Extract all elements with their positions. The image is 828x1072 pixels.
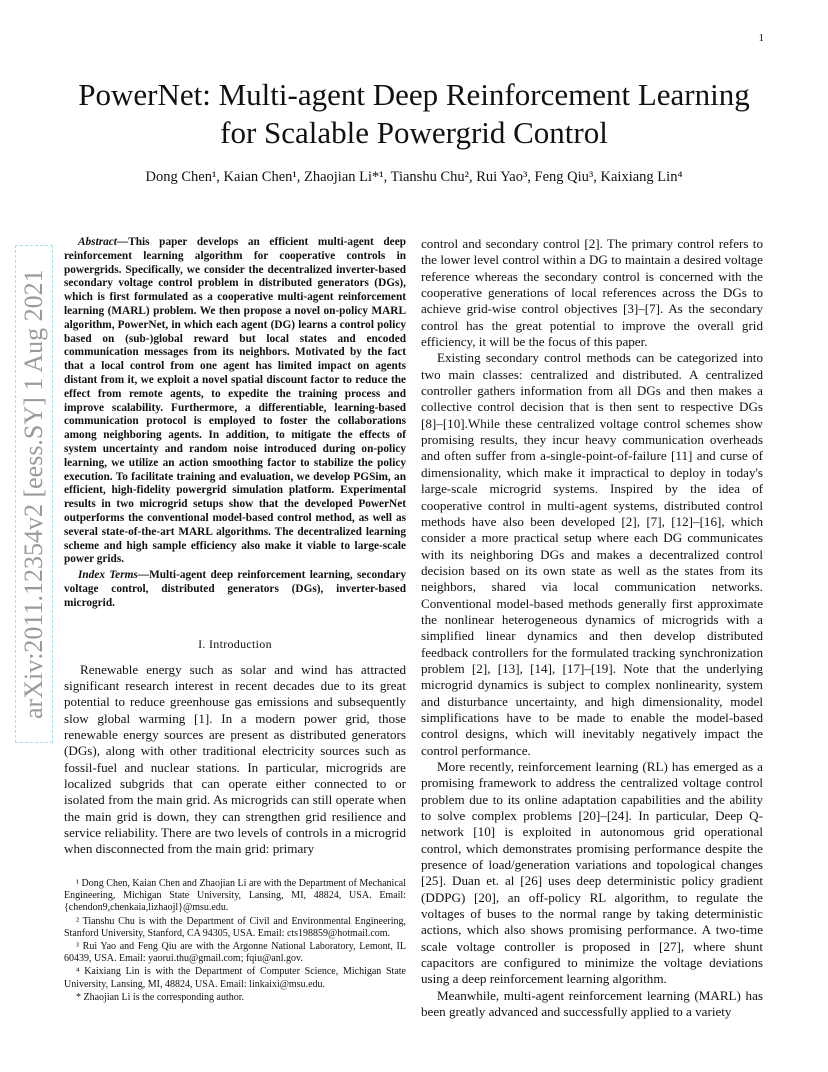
right-column xyxy=(421,236,763,1021)
paper-title: PowerNet: Multi-agent Deep Reinforcement Learning for Scalable Powergrid Control xyxy=(78,77,750,150)
page-number: 1 xyxy=(758,32,764,44)
author-list: Dong Chen¹, Kaian Chen¹, Zhaojian Li*¹, Tianshu Chu², Rui Yao³, Feng Qiu³, Kaixiang Lin⁴ xyxy=(145,169,683,185)
intro-paragraph: Renewable energy such as solar and wind has attracted significant research interest in recent decades due to its great potential to reduce greenhouse gas emissions and subsequently slow global warming [1]. In a modern power grid, those renewable energy sources are present as distributed generators (DGs), along with other traditional electricity sources such as fossil-fuel and nuclear stations. In particular, microgrids are localized subgrids that can operate either connected to or isolated from the main grid. As microgrids can still operate when the main grid is down, they can strengthen grid resilience and service reliability. There are two levels of controls in a microgrid when disconnected from the main grid: primary xyxy=(64,661,406,857)
arxiv-stamp[interactable]: arXiv:2011.12354v2 [eess.SY] 1 Aug 2021 xyxy=(14,244,54,744)
abstract-text: —This paper develops an efficient multi-agent deep reinforcement learning algorithm for cooperative controls in powergrids. Specifically, we consider the decentralized inverter-based secondary voltage control problem in distributed generators (DGs), which is first formulated as a cooperative multi-agent reinforcement learning (MARL) problem. We then propose a novel on-policy MARL algorithm, PowerNet, in which each agent (DG) learns a control policy based on (sub-)global reward but local states and encoded communication messages from its neighbors. Motivated by the fact that a local control from one agent has limited impact on agents distant from it, we exploit a novel spatial discount factor to reduce the effect from remote agents, to expedite the training process and improve scalability. Furthermore, a differentiable, learning-based communication protocol is employed to foster the collaborations among neighboring agents. In addition, to mitigate the effects of system uncertainty and random noise introduced during on-policy learning, we utilize an action smoothing factor to stabilize the policy execution. To facilitate training and evaluation, we develop PGSim, an efficient, high-fidelity powergrid simulation platform. Experimental results in two microgrid setups show that the developed PowerNet outperforms the conventional model-based control method, as well as several state-of-the-art MARL algorithms. The decentralized learning scheme and high sample efficiency also make it viable to large-scale power grids. xyxy=(64,236,406,566)
paragraph-marl: Meanwhile, multi-agent reinforcement learning (MARL) has been greatly advanced and successfully applied to a variety xyxy=(421,987,763,1020)
footnote-corresponding: * Zhaojian Li is the corresponding author. xyxy=(76,991,245,1003)
abstract-label: Abstract xyxy=(78,236,117,248)
left-column xyxy=(64,236,406,858)
footnote-3: ³ Rui Yao and Feng Qiu are with the Argonne National Laboratory, Lemont, IL 60439, USA. Email: yaorui.thu@gmail.com; fqiu@anl.gov. xyxy=(64,941,406,965)
footnote-1: ¹ Dong Chen, Kaian Chen and Zhaojian Li are with the Department of Mechanical Engineering, Michigan State University, Lansing, MI, 48824, USA. Email: {chendon9,chenkaia,lizhaojl}@msu.edu. xyxy=(64,878,406,914)
paragraph-existing-methods: Existing secondary control methods can be categorized into two main classes: centralized and distributed. A centralized controller gathers information from all DGs and then makes a collective control decision that is then sent to respective DGs [8]–[10].While these centralized voltage control schemes show promising results, they incur heavy communication overheads and often suffer from a-single-point-of-failure [11] and curse of dimensionality, which make it impractical to deploy in today's large-scale microgrid systems. Inspired by the idea of cooperative control in multi-agent systems, distributed control methods have also been developed [2], [7], [12]–[16], which consider a more practical setup where each DG communicates with its neighboring DGs and makes a decentralized control decision based on its own state as well as the states from its neighbors, shared via local communication networks. Conventional model-based methods generally first approximate the nonlinear heterogeneous dynamics of microgrids with a simplified linear dynamics and then develop distributed feedback controllers for the formulated tracking synchronization problem [2], [13], [14], [17]–[19]. Note that the underlying microgrid dynamics is subject to complex nonlinearity, system and disturbance uncertainty, and high dimensionality, model simplifications have to be made to enable the model-based control designs, which will inevitably negatively impact the control performance. xyxy=(421,350,763,758)
index-terms-text: —Multi-agent deep reinforcement learning, secondary voltage control, distributed generators (DGs), inverter-based microgrid. xyxy=(64,569,406,609)
footnotes xyxy=(64,878,406,1005)
index-terms xyxy=(64,569,406,610)
index-terms-label: Index Terms xyxy=(78,569,138,582)
footnote-2: ² Tianshu Chu is with the Department of Civil and Environmental Engineering, Stanford University, Stanford, CA 94305, USA. Email: cts198859@hotmail.com. xyxy=(64,915,406,939)
abstract xyxy=(64,236,406,567)
footnote-4: ⁴ Kaixiang Lin is with the Department of Computer Science, Michigan State University, Lansing, MI, 48824, USA. Email: linkaixi@msu.edu. xyxy=(64,966,406,990)
paragraph-primary-control: control and secondary control [2]. The primary control refers to the lower level control within a DG to maintain a desired voltage reference whereas the secondary control is concerned with the cooperative generations of local references across the DGs to achieve grid-wise control objectives [3]–[7]. As the secondary control has the great potential to improve the overall grid efficiency, it will be the focus of this paper. xyxy=(421,236,763,350)
section-heading: I. Introduction xyxy=(198,636,272,651)
paragraph-rl: More recently, reinforcement learning (RL) has emerged as a promising framework to address the centralized voltage control problem due to its online adaptation capabilities and the ability to solve complex problems [20]–[24]. In particular, Deep Q-network [10] is exploited in autonomous grid operational control, which demonstrates promising performance despite the presence of load/generation variations and topological changes [25]. Duan et. al [26] uses deep deterministic policy gradient (DDPG) [20], an off-policy RL algorithm, to regulate the voltages of buses to the normal range by taking deterministic actions, which also shows promising performance. A two-time scale voltage controller is proposed in [27], where shunt capacitors are configured to minimize the voltage deviations using a deep reinforcement learning algorithm. xyxy=(421,759,763,987)
